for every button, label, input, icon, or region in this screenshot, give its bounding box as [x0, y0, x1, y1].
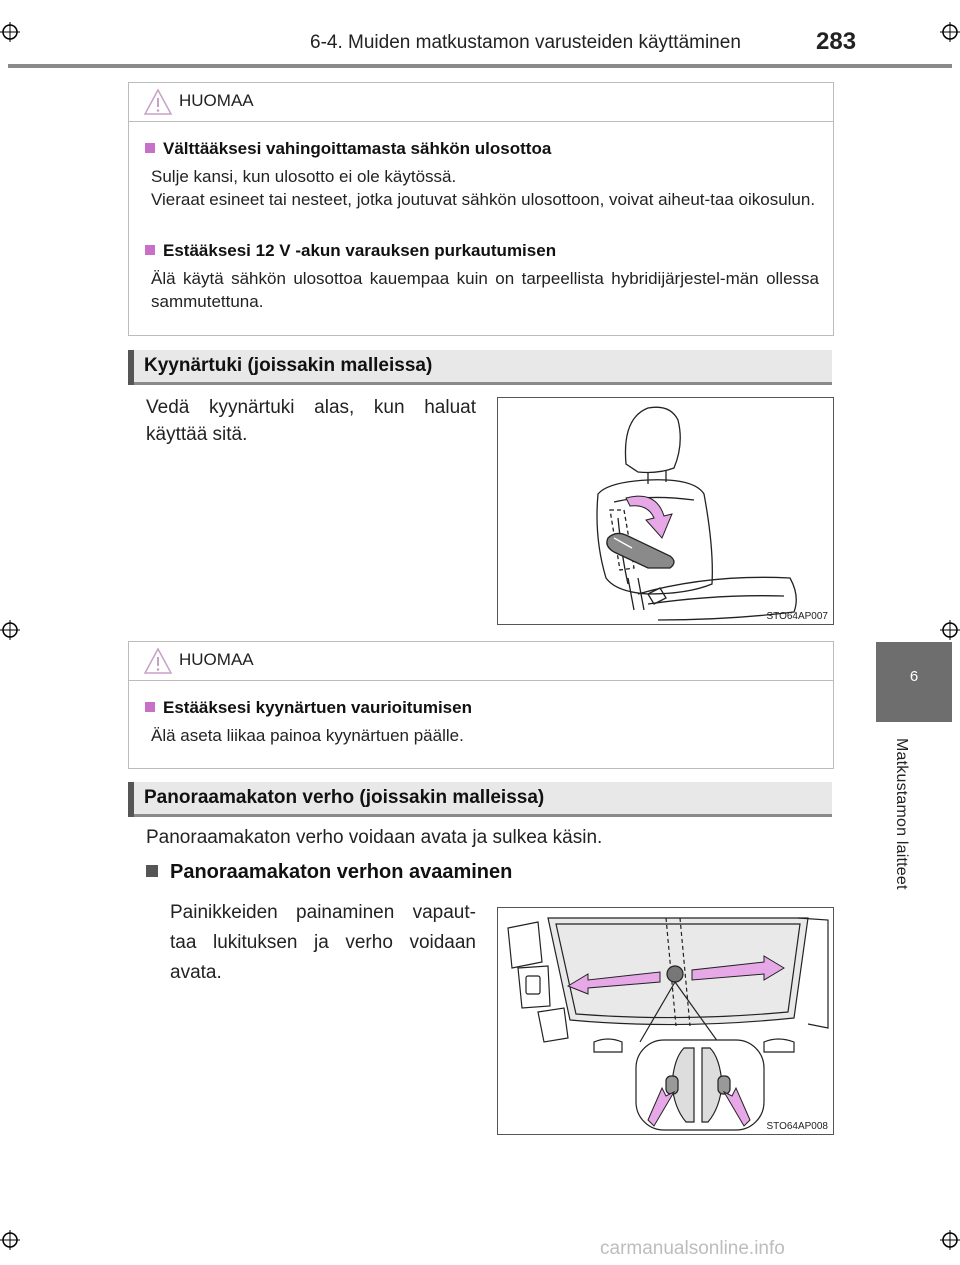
- crop-mark-top-left: [0, 22, 20, 42]
- figure-code: STO64AP008: [766, 1121, 828, 1132]
- caution-item-body: Älä aseta liikaa painoa kyynärtuen päälle.: [151, 726, 464, 745]
- panorama-shade-intro: Panoraamakaton verho voidaan avata ja sulkea käsin.: [146, 827, 603, 848]
- caution-item-body: Sulje kansi, kun ulosotto ei ole käytössä. Vieraat esineet tai nesteet, jotka joutuvat sähkön ulosottoon, voivat aiheut-taa oikosulun.: [151, 167, 816, 209]
- caution-item-title: Estääksesi 12 V -akun varauksen purkautumisen: [145, 241, 556, 261]
- crop-mark-top-right: [940, 22, 960, 42]
- caution-header: [129, 642, 833, 681]
- panorama-shade-figure: [497, 907, 834, 1135]
- crop-mark-bottom-right: [940, 1230, 960, 1250]
- warning-triangle-icon: [143, 647, 173, 675]
- section-heading-panorama-shade: Panoraamakaton verho (joissakin malleissa): [128, 782, 832, 817]
- caution-box: [128, 82, 834, 336]
- crop-mark-bottom-left: [0, 1230, 20, 1250]
- square-bullet-icon: [145, 702, 155, 712]
- page-number: 283: [816, 28, 857, 55]
- crop-mark-mid-left: [0, 620, 20, 640]
- page-header-title: 6-4. Muiden matkustamon varusteiden käyttäminen: [310, 32, 741, 53]
- seat-armrest-illustration: [498, 398, 833, 624]
- section-heading-armrest: Kyynärtuki (joissakin malleissa): [128, 350, 832, 385]
- figure-code: STO64AP007: [766, 611, 828, 622]
- warning-triangle-icon: [143, 88, 173, 116]
- caution-label: HUOMAA: [179, 650, 254, 669]
- armrest-instruction: Vedä kyynärtuki alas, kun haluat käyttää sitä.: [146, 397, 476, 445]
- caution-item-body: Älä käytä sähkön ulosottoa kauempaa kuin on tarpeellista hybridijärjestel-män ollessa sammutettuna.: [151, 269, 819, 311]
- chapter-number: 6: [909, 668, 919, 685]
- armrest-figure: [497, 397, 834, 625]
- panorama-shade-instruction: Painikkeiden painaminen vapaut-taa lukituksen ja verho voidaan avata.: [170, 902, 476, 983]
- square-bullet-icon: [146, 865, 158, 877]
- caution-item-title: Välttääksesi vahingoittamasta sähkön ulosottoa: [145, 139, 551, 159]
- watermark: carmanualsonline.info: [600, 1238, 785, 1259]
- chapter-title: Matkustamon laitteet: [893, 738, 910, 890]
- caution-item-title: Estääksesi kyynärtuen vaurioitumisen: [145, 698, 472, 718]
- caution-header: [129, 83, 833, 122]
- caution-box: [128, 641, 834, 769]
- roof-shade-illustration: [498, 908, 833, 1134]
- caution-label: HUOMAA: [179, 91, 254, 110]
- panorama-shade-subheading: Panoraamakaton verhon avaaminen: [146, 861, 512, 884]
- header-divider: [8, 64, 952, 68]
- crop-mark-mid-right: [940, 620, 960, 640]
- square-bullet-icon: [145, 143, 155, 153]
- square-bullet-icon: [145, 245, 155, 255]
